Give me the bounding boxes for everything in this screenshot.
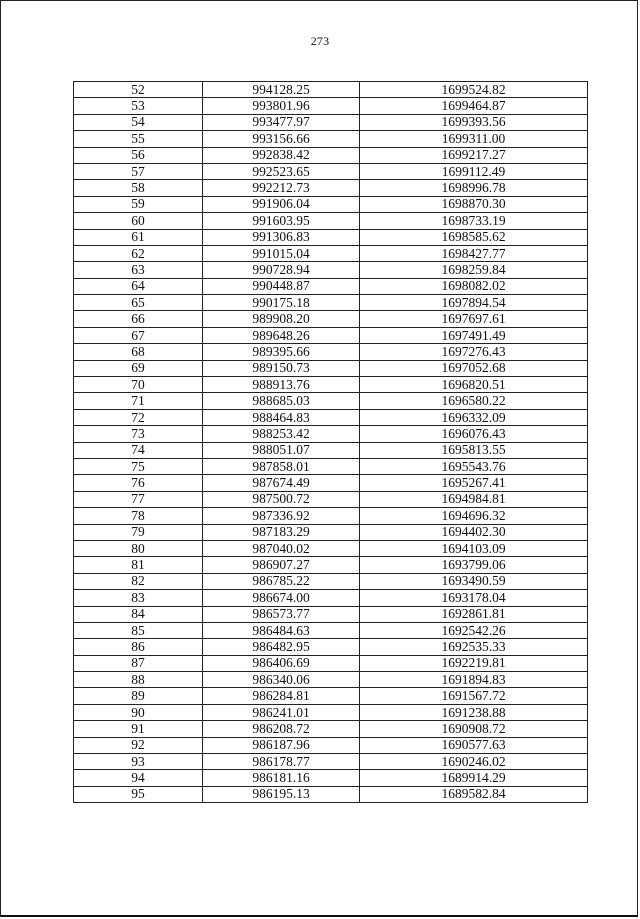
point-number-cell: 53 [74, 98, 203, 114]
x-coordinate-cell: 986907.27 [203, 557, 360, 573]
x-coordinate-cell: 986674.00 [203, 590, 360, 606]
table-row [74, 377, 588, 393]
x-coordinate-cell: 991603.95 [203, 213, 360, 229]
point-number-cell: 86 [74, 639, 203, 655]
table-row [74, 245, 588, 261]
table-row [74, 590, 588, 606]
table-row [74, 688, 588, 704]
x-coordinate-cell: 986187.96 [203, 737, 360, 753]
y-coordinate-cell: 1690246.02 [360, 754, 588, 770]
x-coordinate-cell: 987040.02 [203, 540, 360, 556]
point-number-cell: 72 [74, 409, 203, 425]
table-row [74, 573, 588, 589]
point-number-cell: 92 [74, 737, 203, 753]
point-number-cell: 69 [74, 360, 203, 376]
y-coordinate-cell: 1695813.55 [360, 442, 588, 458]
table-row [74, 196, 588, 212]
point-number-cell: 63 [74, 262, 203, 278]
point-number-cell: 65 [74, 295, 203, 311]
y-coordinate-cell: 1696076.43 [360, 426, 588, 442]
y-coordinate-cell: 1698082.02 [360, 278, 588, 294]
x-coordinate-cell: 992212.73 [203, 180, 360, 196]
point-number-cell: 73 [74, 426, 203, 442]
table-row [74, 409, 588, 425]
table-row [74, 639, 588, 655]
y-coordinate-cell: 1699464.87 [360, 98, 588, 114]
x-coordinate-cell: 986406.69 [203, 655, 360, 671]
y-coordinate-cell: 1696332.09 [360, 409, 588, 425]
x-coordinate-cell: 989150.73 [203, 360, 360, 376]
y-coordinate-cell: 1690577.63 [360, 737, 588, 753]
y-coordinate-cell: 1691567.72 [360, 688, 588, 704]
point-number-cell: 75 [74, 458, 203, 474]
y-coordinate-cell: 1696580.22 [360, 393, 588, 409]
table-body [74, 82, 588, 803]
x-coordinate-cell: 987183.29 [203, 524, 360, 540]
x-coordinate-cell: 991015.04 [203, 245, 360, 261]
page-number: 273 [310, 34, 330, 48]
point-number-cell: 70 [74, 377, 203, 393]
y-coordinate-cell: 1696820.51 [360, 377, 588, 393]
point-number-cell: 81 [74, 557, 203, 573]
point-number-cell: 82 [74, 573, 203, 589]
x-coordinate-cell: 988913.76 [203, 377, 360, 393]
y-coordinate-cell: 1698870.30 [360, 196, 588, 212]
x-coordinate-cell: 986208.72 [203, 721, 360, 737]
x-coordinate-cell: 991306.83 [203, 229, 360, 245]
y-coordinate-cell: 1692219.81 [360, 655, 588, 671]
x-coordinate-cell: 988051.07 [203, 442, 360, 458]
point-number-cell: 54 [74, 114, 203, 130]
y-coordinate-cell: 1697894.54 [360, 295, 588, 311]
table-row [74, 180, 588, 196]
table-row [74, 344, 588, 360]
x-coordinate-cell: 989395.66 [203, 344, 360, 360]
table-row [74, 229, 588, 245]
y-coordinate-cell: 1691238.88 [360, 704, 588, 720]
point-number-cell: 59 [74, 196, 203, 212]
point-number-cell: 77 [74, 491, 203, 507]
table-row [74, 360, 588, 376]
table-row [74, 524, 588, 540]
point-number-cell: 67 [74, 327, 203, 343]
x-coordinate-cell: 986573.77 [203, 606, 360, 622]
table-row [74, 98, 588, 114]
x-coordinate-cell: 993156.66 [203, 131, 360, 147]
table-row [74, 262, 588, 278]
table-row [74, 458, 588, 474]
y-coordinate-cell: 1695543.76 [360, 458, 588, 474]
x-coordinate-cell: 991906.04 [203, 196, 360, 212]
table-row [74, 426, 588, 442]
point-number-cell: 76 [74, 475, 203, 491]
table-row [74, 393, 588, 409]
point-number-cell: 74 [74, 442, 203, 458]
y-coordinate-cell: 1691894.83 [360, 672, 588, 688]
y-coordinate-cell: 1695267.41 [360, 475, 588, 491]
y-coordinate-cell: 1689582.84 [360, 786, 588, 802]
y-coordinate-cell: 1698996.78 [360, 180, 588, 196]
table-row [74, 213, 588, 229]
x-coordinate-cell: 987500.72 [203, 491, 360, 507]
y-coordinate-cell: 1692861.81 [360, 606, 588, 622]
point-number-cell: 60 [74, 213, 203, 229]
y-coordinate-cell: 1693490.59 [360, 573, 588, 589]
table-row [74, 622, 588, 638]
y-coordinate-cell: 1689914.29 [360, 770, 588, 786]
x-coordinate-cell: 988464.83 [203, 409, 360, 425]
table-row [74, 606, 588, 622]
point-number-cell: 93 [74, 754, 203, 770]
point-number-cell: 83 [74, 590, 203, 606]
y-coordinate-cell: 1693799.06 [360, 557, 588, 573]
x-coordinate-cell: 989648.26 [203, 327, 360, 343]
point-number-cell: 68 [74, 344, 203, 360]
table-row [74, 327, 588, 343]
y-coordinate-cell: 1692542.26 [360, 622, 588, 638]
coordinate-table [73, 81, 588, 803]
y-coordinate-cell: 1697697.61 [360, 311, 588, 327]
x-coordinate-cell: 986178.77 [203, 754, 360, 770]
x-coordinate-cell: 986284.81 [203, 688, 360, 704]
point-number-cell: 84 [74, 606, 203, 622]
point-number-cell: 71 [74, 393, 203, 409]
x-coordinate-cell: 986785.22 [203, 573, 360, 589]
y-coordinate-cell: 1698733.19 [360, 213, 588, 229]
x-coordinate-cell: 986195.13 [203, 786, 360, 802]
x-coordinate-cell: 990448.87 [203, 278, 360, 294]
x-coordinate-cell: 987858.01 [203, 458, 360, 474]
point-number-cell: 91 [74, 721, 203, 737]
table-row [74, 131, 588, 147]
table-row [74, 295, 588, 311]
table-row [74, 442, 588, 458]
x-coordinate-cell: 988685.03 [203, 393, 360, 409]
x-coordinate-cell: 986181.16 [203, 770, 360, 786]
y-coordinate-cell: 1692535.33 [360, 639, 588, 655]
x-coordinate-cell: 992838.42 [203, 147, 360, 163]
x-coordinate-cell: 993477.97 [203, 114, 360, 130]
point-number-cell: 62 [74, 245, 203, 261]
y-coordinate-cell: 1697052.68 [360, 360, 588, 376]
x-coordinate-cell: 989908.20 [203, 311, 360, 327]
table-row [74, 737, 588, 753]
table-row [74, 754, 588, 770]
y-coordinate-cell: 1694402.30 [360, 524, 588, 540]
point-number-cell: 87 [74, 655, 203, 671]
x-coordinate-cell: 994128.25 [203, 82, 360, 98]
y-coordinate-cell: 1694984.81 [360, 491, 588, 507]
table-row [74, 672, 588, 688]
table-row [74, 655, 588, 671]
point-number-cell: 58 [74, 180, 203, 196]
x-coordinate-cell: 986241.01 [203, 704, 360, 720]
y-coordinate-cell: 1690908.72 [360, 721, 588, 737]
table-row [74, 721, 588, 737]
point-number-cell: 85 [74, 622, 203, 638]
y-coordinate-cell: 1698427.77 [360, 245, 588, 261]
y-coordinate-cell: 1699393.56 [360, 114, 588, 130]
table-row [74, 540, 588, 556]
y-coordinate-cell: 1698259.84 [360, 262, 588, 278]
point-number-cell: 57 [74, 163, 203, 179]
table-row [74, 491, 588, 507]
point-number-cell: 55 [74, 131, 203, 147]
x-coordinate-cell: 987336.92 [203, 508, 360, 524]
y-coordinate-cell: 1699524.82 [360, 82, 588, 98]
x-coordinate-cell: 990728.94 [203, 262, 360, 278]
point-number-cell: 78 [74, 508, 203, 524]
point-number-cell: 56 [74, 147, 203, 163]
y-coordinate-cell: 1697276.43 [360, 344, 588, 360]
point-number-cell: 95 [74, 786, 203, 802]
x-coordinate-cell: 986482.95 [203, 639, 360, 655]
x-coordinate-cell: 987674.49 [203, 475, 360, 491]
x-coordinate-cell: 990175.18 [203, 295, 360, 311]
point-number-cell: 94 [74, 770, 203, 786]
y-coordinate-cell: 1694696.32 [360, 508, 588, 524]
table-row [74, 311, 588, 327]
table-row [74, 475, 588, 491]
table-row [74, 786, 588, 802]
table-row [74, 770, 588, 786]
y-coordinate-cell: 1694103.09 [360, 540, 588, 556]
table-row [74, 114, 588, 130]
y-coordinate-cell: 1699217.27 [360, 147, 588, 163]
x-coordinate-cell: 992523.65 [203, 163, 360, 179]
point-number-cell: 66 [74, 311, 203, 327]
point-number-cell: 89 [74, 688, 203, 704]
y-coordinate-cell: 1698585.62 [360, 229, 588, 245]
y-coordinate-cell: 1699311.00 [360, 131, 588, 147]
table-row [74, 147, 588, 163]
table-row [74, 163, 588, 179]
point-number-cell: 79 [74, 524, 203, 540]
point-number-cell: 88 [74, 672, 203, 688]
table-row [74, 82, 588, 98]
x-coordinate-cell: 988253.42 [203, 426, 360, 442]
y-coordinate-cell: 1699112.49 [360, 163, 588, 179]
y-coordinate-cell: 1697491.49 [360, 327, 588, 343]
table-row [74, 508, 588, 524]
table-row [74, 278, 588, 294]
table-row [74, 557, 588, 573]
point-number-cell: 64 [74, 278, 203, 294]
point-number-cell: 61 [74, 229, 203, 245]
x-coordinate-cell: 993801.96 [203, 98, 360, 114]
y-coordinate-cell: 1693178.04 [360, 590, 588, 606]
point-number-cell: 80 [74, 540, 203, 556]
point-number-cell: 52 [74, 82, 203, 98]
point-number-cell: 90 [74, 704, 203, 720]
table-row [74, 704, 588, 720]
x-coordinate-cell: 986340.06 [203, 672, 360, 688]
x-coordinate-cell: 986484.63 [203, 622, 360, 638]
